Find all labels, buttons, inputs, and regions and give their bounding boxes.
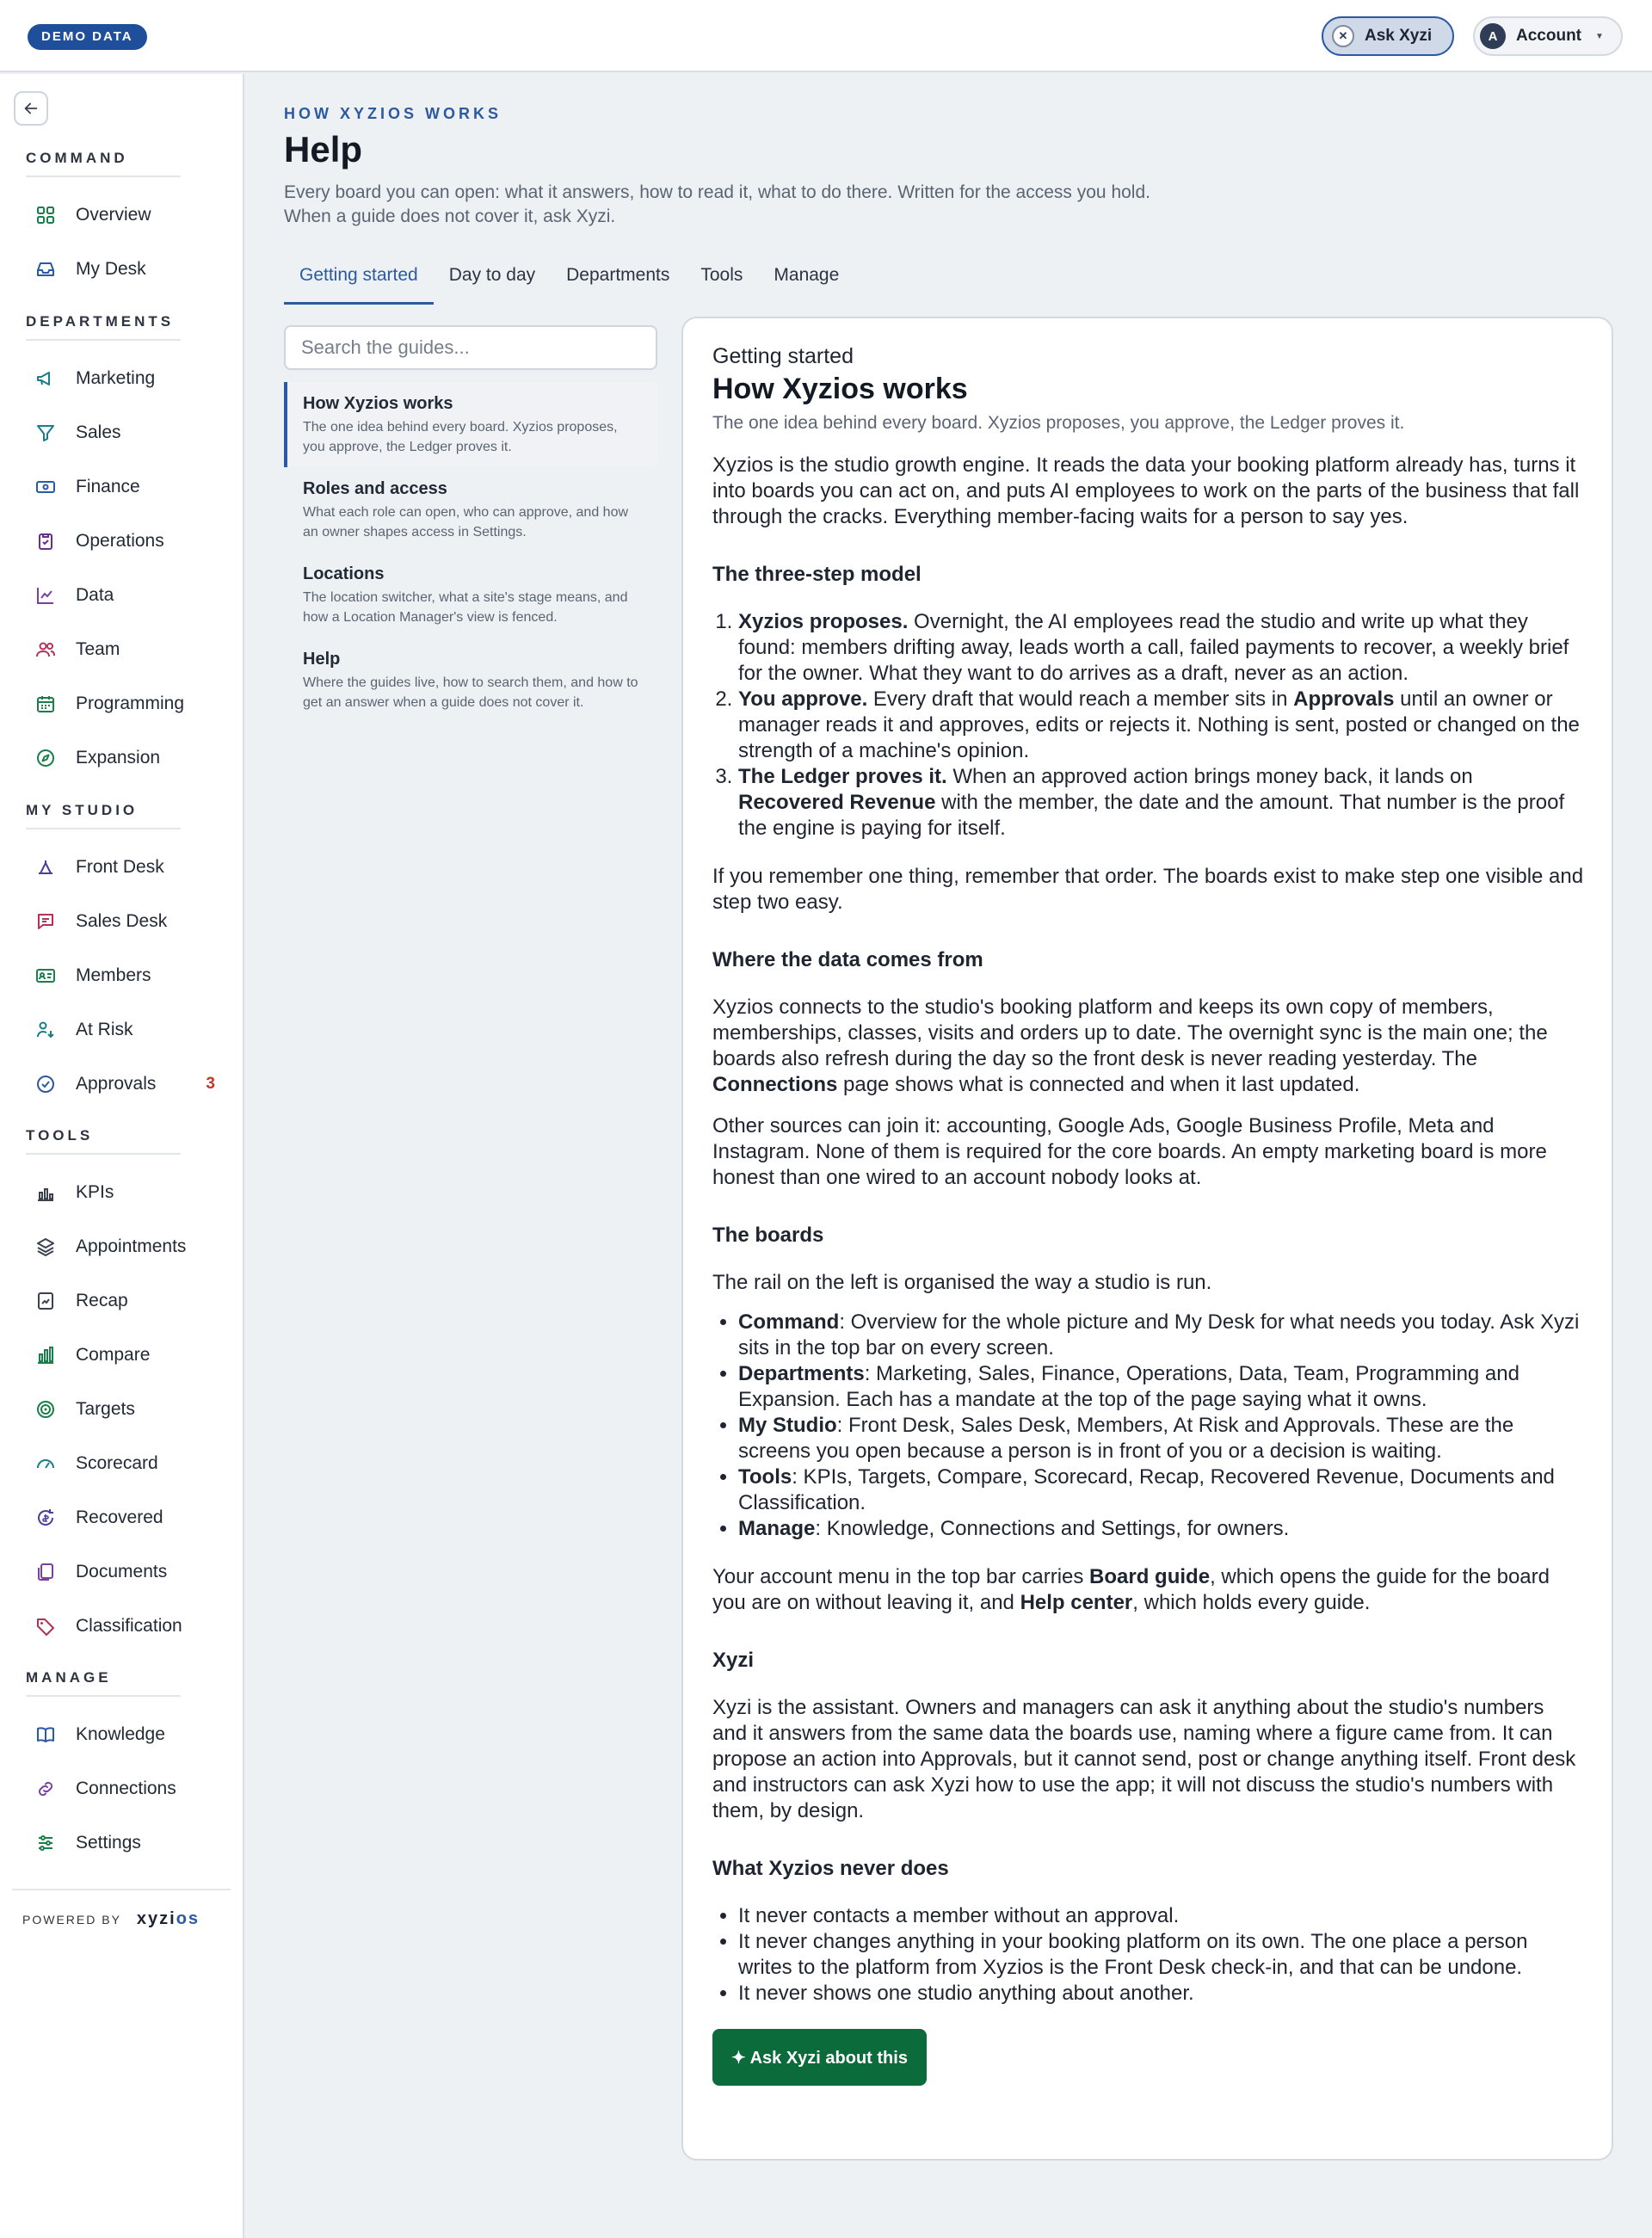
sidebar-item-operations[interactable] bbox=[14, 520, 231, 563]
sidebar-item-label: Marketing bbox=[76, 368, 156, 388]
kpi-icon bbox=[33, 1180, 59, 1205]
sidebar-item-sales-desk[interactable] bbox=[14, 900, 231, 943]
heading-never-does: What Xyzios never does bbox=[712, 1857, 949, 1880]
sidebar-item-label: Approvals bbox=[76, 1074, 157, 1094]
tab-departments[interactable]: Departments bbox=[566, 265, 670, 285]
demo-data-badge: DEMO DATA bbox=[28, 24, 147, 50]
sidebar-item-recovered[interactable] bbox=[14, 1496, 231, 1539]
boards-list bbox=[712, 1310, 1584, 1542]
section-divider bbox=[26, 339, 181, 341]
sidebar-item-compare[interactable] bbox=[14, 1334, 231, 1377]
account-label: Account bbox=[1516, 27, 1581, 45]
bar-chart-icon bbox=[33, 1342, 59, 1368]
bell-icon bbox=[33, 854, 59, 880]
guide-title: Roles and access bbox=[303, 479, 447, 498]
sidebar-item-label: My Desk bbox=[76, 259, 146, 279]
list-item bbox=[738, 1464, 1584, 1516]
guide-item-help[interactable] bbox=[284, 638, 657, 723]
sidebar-item-label: Operations bbox=[76, 531, 164, 551]
list-item-text: : KPIs, Targets, Compare, Scorecard, Recap, Recovered Revenue, Documents and Classification. bbox=[738, 1465, 1555, 1514]
article-category: Getting started bbox=[712, 344, 854, 368]
guide-item-locations[interactable] bbox=[284, 552, 657, 638]
sidebar-item-expansion[interactable] bbox=[14, 737, 231, 780]
sidebar-item-label: Recap bbox=[76, 1291, 128, 1310]
sidebar-item-knowledge[interactable] bbox=[14, 1713, 231, 1756]
heading-three-step-model: The three-step model bbox=[712, 563, 922, 586]
list-item: • It never shows one studio anything about another. bbox=[738, 1981, 1584, 2007]
sidebar-item-at-risk[interactable] bbox=[14, 1008, 231, 1051]
sidebar-item-team[interactable] bbox=[14, 628, 231, 671]
book-icon bbox=[33, 1722, 59, 1748]
list-item: • It never contacts a member without an approval. bbox=[738, 1903, 1584, 1929]
guide-description: Where the guides live, how to search them, and how to get an answer when a guide does not cover it. bbox=[303, 675, 638, 710]
back-arrow-button[interactable] bbox=[14, 91, 48, 126]
guide-title: Help bbox=[303, 650, 341, 669]
guide-title: How Xyzios works bbox=[303, 394, 453, 413]
powered-by-footer bbox=[12, 1889, 231, 1929]
sidebar-item-marketing[interactable] bbox=[14, 357, 231, 400]
article-intro: Xyzios is the studio growth engine. It reads the data your booking platform already has, turns it into boards you can act on, and puts AI employees to work on the parts of the business that fall through the cracks. Everything member-facing waits for a person to say yes. bbox=[712, 453, 1580, 528]
guide-title: Locations bbox=[303, 564, 385, 583]
layers-icon bbox=[33, 1234, 59, 1260]
sidebar-item-approvals[interactable] bbox=[14, 1063, 231, 1106]
tab-tools[interactable]: Tools bbox=[700, 265, 743, 285]
sidebar-item-label: Documents bbox=[76, 1562, 168, 1581]
account-menu-paragraph bbox=[712, 1564, 1584, 1616]
page-subtitle: Every board you can open: what it answers, how to read it, what to do there. Written for the access you hold. When a guide does not cover it, ask Xyzi. bbox=[284, 182, 1150, 226]
sidebar-item-label: Classification bbox=[76, 1616, 182, 1636]
list-item-text: : Front Desk, Sales Desk, Members, At Risk and Approvals. These are the screens you open because a person is in front of you or a decision is waiting. bbox=[738, 1414, 1514, 1463]
sidebar-item-label: Overview bbox=[76, 205, 151, 225]
arrow-left-icon bbox=[22, 99, 40, 118]
article-lead: The one idea behind every board. Xyzios proposes, you approve, the Ledger proves it. bbox=[712, 413, 1405, 433]
sidebar-item-overview[interactable] bbox=[14, 194, 231, 237]
step-item bbox=[738, 687, 1584, 764]
list-item bbox=[738, 1413, 1584, 1464]
sidebar-item-label: Members bbox=[76, 965, 151, 985]
heading-boards: The boards bbox=[712, 1224, 824, 1247]
guides-search-input[interactable] bbox=[284, 325, 657, 370]
powered-by-label: POWERED BY bbox=[22, 1912, 121, 1927]
section-divider bbox=[26, 828, 181, 829]
guide-article bbox=[681, 317, 1613, 2161]
sidebar-item-label: Targets bbox=[76, 1399, 135, 1419]
data-paragraph bbox=[712, 995, 1584, 1098]
id-card-icon bbox=[33, 963, 59, 989]
sidebar-item-sales[interactable] bbox=[14, 411, 231, 454]
sidebar-item-label: At Risk bbox=[76, 1020, 133, 1039]
page-title: Help bbox=[284, 129, 363, 170]
sliders-icon bbox=[33, 1830, 59, 1856]
line-chart-icon bbox=[33, 583, 59, 608]
compass-icon bbox=[33, 745, 59, 771]
account-menu-button[interactable] bbox=[1473, 16, 1623, 56]
step-text: When an approved action brings money back, it lands on bbox=[946, 765, 1473, 788]
three-step-list bbox=[712, 609, 1584, 842]
help-tabs bbox=[284, 256, 854, 305]
approvals-mention: Approvals bbox=[1293, 687, 1395, 711]
other-sources-paragraph: Other sources can join it: accounting, Google Ads, Google Business Profile, Meta and Instagram. None of them is required for the core boards. An empty marketing board is more honest than one wired to an account nobody looks at. bbox=[712, 1114, 1547, 1189]
list-item-text: : Overview for the whole picture and My Desk for what needs you today. Ask Xyzi sits in the top bar on every screen. bbox=[738, 1310, 1580, 1359]
list-item: • It never changes anything in your booking platform on its own. The one place a person writes to the platform from Xyzios is the Front Desk check-in, and that can be undone. bbox=[738, 1929, 1584, 1981]
approvals-count-badge: 3 bbox=[206, 1075, 215, 1093]
step-lead: You approve. bbox=[738, 687, 868, 711]
chart-square-icon bbox=[33, 1288, 59, 1314]
step-text: with the member, the date and the amount. That number is the proof the engine is paying for itself. bbox=[738, 791, 1565, 840]
sidebar-item-classification[interactable] bbox=[14, 1605, 231, 1648]
funnel-icon bbox=[33, 420, 59, 446]
section-heading-manage: MANAGE bbox=[26, 1669, 112, 1686]
menu-text: , which holds every guide. bbox=[1132, 1591, 1371, 1614]
ask-xyzi-button[interactable] bbox=[1322, 16, 1454, 56]
sidebar-item-data[interactable] bbox=[14, 574, 231, 617]
link-icon bbox=[33, 1776, 59, 1802]
sidebar-item-label: KPIs bbox=[76, 1182, 114, 1202]
sidebar bbox=[0, 74, 244, 2238]
section-heading-my-studio: MY STUDIO bbox=[26, 802, 139, 818]
section-divider bbox=[26, 176, 181, 177]
xyzios-logo bbox=[137, 1909, 200, 1929]
guide-item-roles-and-access[interactable] bbox=[284, 467, 657, 552]
sidebar-item-label: Appointments bbox=[76, 1236, 187, 1256]
sidebar-item-targets[interactable] bbox=[14, 1388, 231, 1431]
logo-accent: os bbox=[176, 1909, 200, 1928]
sidebar-item-scorecard[interactable] bbox=[14, 1442, 231, 1485]
inbox-icon bbox=[33, 256, 59, 282]
list-item-lead: Command bbox=[738, 1310, 840, 1334]
sidebar-item-label: Data bbox=[76, 585, 114, 605]
never-list bbox=[712, 1903, 1584, 2007]
tab-getting-started[interactable]: Getting started bbox=[284, 256, 434, 305]
list-item-lead: My Studio bbox=[738, 1414, 837, 1437]
check-circle-icon bbox=[33, 1071, 59, 1097]
list-item bbox=[738, 1361, 1584, 1413]
tab-manage[interactable]: Manage bbox=[774, 265, 840, 285]
list-item-lead: Manage bbox=[738, 1517, 816, 1540]
heading-xyzi: Xyzi bbox=[712, 1649, 755, 1672]
calendar-icon bbox=[33, 691, 59, 717]
sidebar-item-label: Finance bbox=[76, 477, 140, 496]
step-lead: Xyzios proposes. bbox=[738, 610, 909, 633]
list-item-lead: Departments bbox=[738, 1362, 865, 1385]
section-divider bbox=[26, 1695, 181, 1697]
step-lead: The Ledger proves it. bbox=[738, 765, 947, 788]
help-center-mention: Help center bbox=[1020, 1591, 1133, 1614]
connections-mention: Connections bbox=[712, 1073, 838, 1096]
sidebar-item-label: Compare bbox=[76, 1345, 151, 1365]
section-divider bbox=[26, 1153, 181, 1155]
section-heading-command: COMMAND bbox=[26, 150, 128, 166]
sidebar-item-label: Connections bbox=[76, 1779, 176, 1798]
step-item bbox=[738, 609, 1584, 687]
sidebar-item-label: Sales Desk bbox=[76, 911, 168, 931]
sidebar-item-appointments[interactable] bbox=[14, 1225, 231, 1268]
user-arrow-icon bbox=[33, 1017, 59, 1043]
sidebar-item-documents[interactable] bbox=[14, 1551, 231, 1594]
list-item bbox=[738, 1516, 1584, 1542]
ask-xyzi-about-this-button[interactable]: ✦ Ask Xyzi about this bbox=[712, 2029, 927, 2086]
documents-icon bbox=[33, 1559, 59, 1585]
sidebar-item-programming[interactable] bbox=[14, 682, 231, 725]
users-icon bbox=[33, 637, 59, 663]
recovered-revenue-mention: Recovered Revenue bbox=[738, 791, 936, 814]
article-title: How Xyzios works bbox=[712, 373, 968, 405]
guide-description: The location switcher, what a site's stage means, and how a Location Manager's view is fenced. bbox=[303, 590, 628, 625]
sidebar-item-kpis[interactable] bbox=[14, 1171, 231, 1214]
tag-icon bbox=[33, 1613, 59, 1639]
step-item bbox=[738, 764, 1584, 842]
guide-list bbox=[284, 382, 657, 723]
target-icon bbox=[33, 1396, 59, 1422]
xyzi-paragraph: Xyzi is the assistant. Owners and managers can ask it anything about the studio's numbers and it answers from the same data the boards use, naming where a figure came from. It can propose an action into Approvals, but it cannot send, post or change anything itself. Front desk and instructors can ask Xyzi how to use the app; it will not discuss the studio's numbers with them, by design. bbox=[712, 1696, 1576, 1822]
data-text: Xyzios connects to the studio's booking platform and keeps its own copy of members, memberships, classes, visits and orders up to date. The overnight sync is the main one; the boards also refresh during the day so the front desk is never reading yesterday. The bbox=[712, 996, 1548, 1070]
step-text: until an owner or manager reads it and approves, edits or rejects it. Nothing is sent, posted or changed on the strength of a machine's opinion. bbox=[738, 687, 1580, 762]
clipboard-check-icon bbox=[33, 528, 59, 554]
guide-description: The one idea behind every board. Xyzios proposes, you approve, the Ledger proves it. bbox=[303, 420, 618, 454]
sidebar-item-recap[interactable] bbox=[14, 1279, 231, 1322]
ask-xyzi-label: Ask Xyzi bbox=[1365, 27, 1433, 45]
banknote-icon bbox=[33, 474, 59, 500]
grid-icon bbox=[33, 202, 59, 228]
tab-day-to-day[interactable]: Day to day bbox=[448, 265, 536, 285]
sidebar-item-front-desk[interactable] bbox=[14, 846, 231, 889]
sidebar-item-label: Expansion bbox=[76, 748, 161, 768]
coin-return-icon bbox=[33, 1505, 59, 1531]
avatar: A bbox=[1480, 23, 1506, 49]
guide-description: What each role can open, who can approve, and how an owner shapes access in Settings. bbox=[303, 505, 629, 539]
sidebar-item-label: Team bbox=[76, 639, 120, 659]
chevron-down-icon: ▼ bbox=[1595, 31, 1604, 41]
list-item-lead: Tools bbox=[738, 1465, 792, 1489]
remember-paragraph: If you remember one thing, remember that order. The boards exist to make step one visible and step two easy. bbox=[712, 865, 1584, 914]
top-bar bbox=[0, 0, 1652, 72]
step-text: Every draft that would reach a member sits in bbox=[867, 687, 1294, 711]
page-eyebrow: HOW XYZIOS WORKS bbox=[284, 105, 502, 122]
data-text: page shows what is connected and when it last updated. bbox=[837, 1073, 1360, 1096]
sidebar-item-label: Scorecard bbox=[76, 1453, 158, 1473]
megaphone-icon bbox=[33, 366, 59, 391]
sidebar-item-label: Front Desk bbox=[76, 857, 164, 877]
sidebar-item-members[interactable] bbox=[14, 954, 231, 997]
sidebar-item-label: Knowledge bbox=[76, 1724, 165, 1744]
sidebar-item-settings[interactable] bbox=[14, 1822, 231, 1865]
section-heading-departments: DEPARTMENTS bbox=[26, 313, 175, 330]
list-item bbox=[738, 1310, 1584, 1361]
sidebar-item-label: Programming bbox=[76, 694, 185, 713]
menu-text: , which opens the guide for the board you are on without leaving it, and bbox=[712, 1565, 1550, 1614]
list-item-text: : Knowledge, Connections and Settings, for owners. bbox=[815, 1517, 1290, 1540]
boards-intro: The rail on the left is organised the way a studio is run. bbox=[712, 1271, 1212, 1294]
guide-item-how-xyzios-works[interactable] bbox=[284, 382, 657, 467]
sidebar-item-my-desk[interactable] bbox=[14, 248, 231, 291]
sidebar-item-label: Sales bbox=[76, 422, 121, 442]
step-text: Overnight, the AI employees read the studio and write up what they found: members drifting away, leads worth a call, failed payments to recover, a weekly brief for the owner. What they want to do arrives as a draft, never as an action. bbox=[738, 610, 1569, 685]
logo-main: xyzi bbox=[136, 1909, 176, 1928]
sidebar-item-label: Settings bbox=[76, 1833, 141, 1853]
sidebar-item-finance[interactable] bbox=[14, 465, 231, 509]
heading-data-source: Where the data comes from bbox=[712, 948, 983, 971]
xyzi-icon: ✕ bbox=[1332, 25, 1354, 47]
section-heading-tools: TOOLS bbox=[26, 1127, 94, 1144]
gauge-icon bbox=[33, 1451, 59, 1477]
list-item-text: : Marketing, Sales, Finance, Operations, Data, Team, Programming and Expansion. Each has a mandate at the top of the page saying what it owns. bbox=[738, 1362, 1519, 1411]
sidebar-item-connections[interactable] bbox=[14, 1767, 231, 1810]
board-guide-mention: Board guide bbox=[1089, 1565, 1211, 1588]
message-icon bbox=[33, 909, 59, 934]
sidebar-item-label: Recovered bbox=[76, 1507, 163, 1527]
menu-text: Your account menu in the top bar carries bbox=[712, 1565, 1090, 1588]
